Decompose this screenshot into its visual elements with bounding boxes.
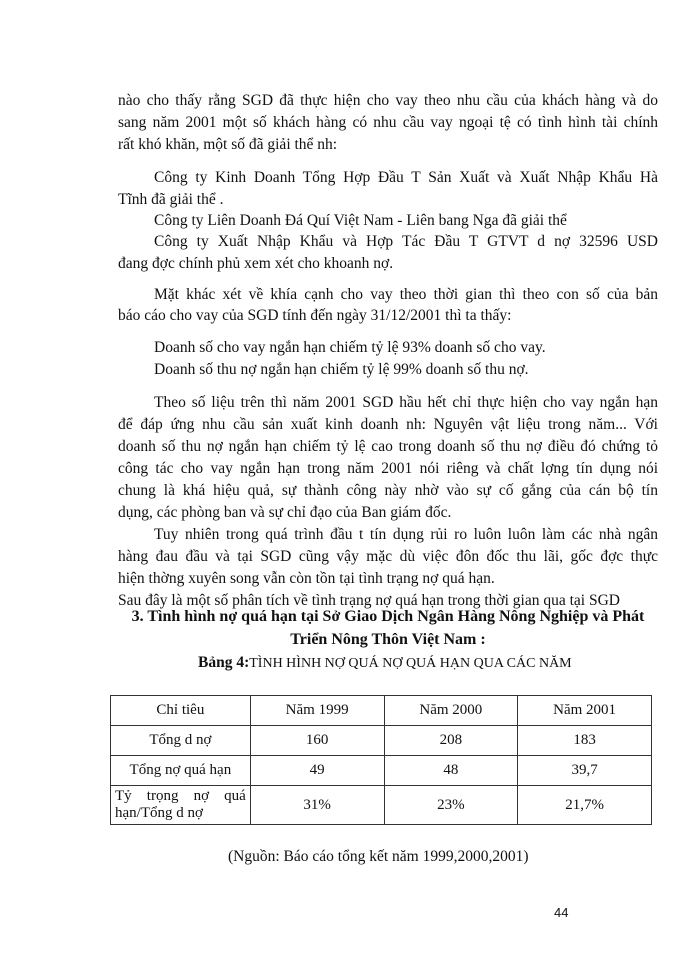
company-line: Công ty Xuất Nhập Khẩu và Hợp Tác Đầu T GTVT d nợ 32596 USD bbox=[154, 233, 658, 250]
section-heading bbox=[118, 605, 658, 651]
table-caption bbox=[198, 654, 572, 672]
table-cell: 23% bbox=[384, 786, 518, 825]
company-line: Tĩnh đã giải thể . bbox=[118, 191, 224, 208]
table-cell: 39,7 bbox=[518, 756, 652, 786]
page-number: 44 bbox=[554, 905, 569, 920]
company-line: Công ty Kinh Doanh Tổng Hợp Đầu T Sản Xuất và Xuất Nhập Khẩu Hà bbox=[154, 169, 658, 186]
table-header-cell: Năm 1999 bbox=[250, 696, 384, 726]
table-header-cell: Chỉ tiêu bbox=[111, 696, 251, 726]
source-note: (Nguồn: Báo cáo tổng kết năm 1999,2000,2001) bbox=[228, 848, 529, 865]
paragraph-line: hàng đau đầu và tại SGD cũng vậy mặc dù việc đôn đốc thu lãi, gốc đợc thực bbox=[118, 548, 658, 565]
paragraph-line: Sau đây là một số phân tích về tình trạng nợ quá hạn trong thời gian qua tại SGD bbox=[118, 592, 620, 609]
paragraph-line: Mặt khác xét về khía cạnh cho vay theo thời gian thì theo con số của bản bbox=[154, 286, 658, 303]
table-caption-title: TÌNH HÌNH NỢ QUÁ NỢ QUÁ HẠN QUA CÁC NĂM bbox=[249, 656, 572, 671]
nợ-quá-hạn-table bbox=[110, 695, 652, 825]
table-cell: 31% bbox=[250, 786, 384, 825]
table-cell: 183 bbox=[518, 726, 652, 756]
table-header-cell: Năm 2001 bbox=[518, 696, 652, 726]
paragraph-line: báo cáo cho vay của SGD tính đến ngày 31/12/2001 thì ta thấy: bbox=[118, 307, 512, 324]
paragraph-line: chung là khá hiệu quả, sự thành công này nhờ vào sự cố gắng của cán bộ tín bbox=[118, 482, 658, 499]
table-cell: 21,7% bbox=[518, 786, 652, 825]
paragraph-line: nào cho thấy rằng SGD đã thực hiện cho vay theo nhu cầu của khách hàng và do bbox=[118, 92, 658, 109]
table-row bbox=[111, 756, 652, 786]
paragraph-line: công tác cho vay ngắn hạn trong năm 2001 nói riêng và chất lợng tín dụng nói bbox=[118, 460, 658, 477]
stat-line: Doanh số cho vay ngắn hạn chiếm tỷ lệ 93% doanh số cho vay. bbox=[154, 339, 546, 356]
table-header-cell: Năm 2000 bbox=[384, 696, 518, 726]
table-cell: 208 bbox=[384, 726, 518, 756]
table-row bbox=[111, 786, 652, 825]
section-heading-line: Triển Nông Thôn Việt Nam : bbox=[290, 631, 486, 648]
table-row-label: Tổng d nợ bbox=[111, 726, 251, 756]
paragraph-line: rất khó khăn, một số đã giải thể nh: bbox=[118, 136, 338, 153]
paragraph-line: hiện thờng xuyên song vẫn còn tồn tại tình trạng nợ quá hạn. bbox=[118, 570, 495, 587]
section-heading-line: 3. Tình hình nợ quá hạn tại Sở Giao Dịch Ngân Hàng Nông Nghiệp và Phát bbox=[131, 608, 645, 625]
company-line: Công ty Liên Doanh Đá Quí Việt Nam - Liên bang Nga đã giải thể bbox=[154, 212, 567, 229]
stat-line: Doanh số thu nợ ngắn hạn chiếm tỷ lệ 99% doanh số thu nợ. bbox=[154, 361, 529, 378]
paragraph-line: doanh số thu nợ ngắn hạn chiếm tỷ lệ cao trong doanh số thu nợ điều đó chứng tỏ bbox=[118, 438, 658, 455]
paragraph-line: Theo số liệu trên thì năm 2001 SGD hầu hết chỉ thực hiện cho vay ngắn hạn bbox=[154, 394, 658, 411]
paragraph-line: Tuy nhiên trong quá trình đầu t tín dụng rủi ro luôn luôn làm các nhà ngân bbox=[154, 526, 658, 543]
table-header-row bbox=[111, 696, 652, 726]
table-cell: 49 bbox=[250, 756, 384, 786]
table-caption-label: Bảng 4: bbox=[198, 654, 250, 671]
paragraph-line: sang năm 2001 một số khách hàng có nhu cầu vay ngoại tệ có tình hình tài chính bbox=[118, 114, 658, 131]
table-row bbox=[111, 726, 652, 756]
table-cell: 48 bbox=[384, 756, 518, 786]
paragraph-line: để đáp ứng nhu cầu sản xuất kinh doanh nh: Nguyên vật liệu trong năm... Với bbox=[118, 416, 658, 433]
table-row-label: Tỷ trọng nợ quá hạn/Tổng d nợ bbox=[111, 786, 251, 825]
company-line: đang đợc chính phủ xem xét cho khoanh nợ. bbox=[118, 255, 394, 272]
paragraph-line: dụng, các phòng ban và sự chỉ đạo của Ban giám đốc. bbox=[118, 504, 452, 521]
table-row-label: Tổng nợ quá hạn bbox=[111, 756, 251, 786]
table-cell: 160 bbox=[250, 726, 384, 756]
